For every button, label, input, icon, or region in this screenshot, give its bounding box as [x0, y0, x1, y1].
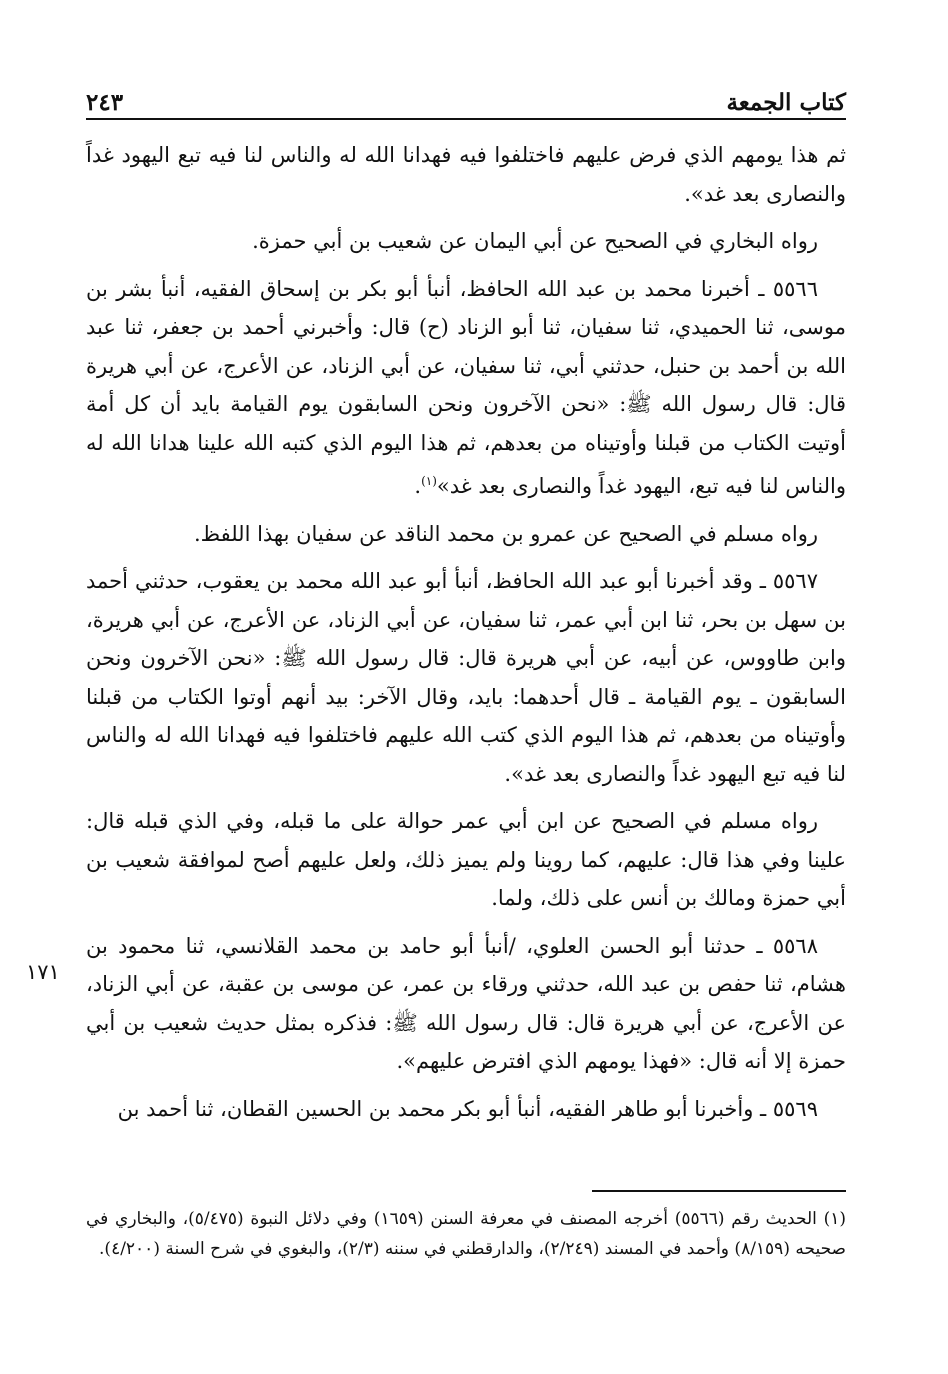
paragraph-hadith-5568: ٥٥٦٨ ـ حدثنا أبو الحسن العلوي، /أنبأ أبو حامد بن محمد القلانسي، ثنا محمود بن هشام، ثنا حفص بن عبد الله، حدثني ورقاء بن عمر، عن موسى بن عقبة، عن أبي الزناد، عن الأعرج، عن أبي هريرة قال: قال رسول الله ﷺ: فذكره بمثل حديث شعيب بن أبي حمزة إلا أنه قال: «فهذا يومهم الذي افترض عليهم».: [86, 933, 846, 1073]
paragraph-hadith-5569: ٥٥٦٩ ـ وأخبرنا أبو طاهر الفقيه، أنبأ أبو بكر محمد بن الحسين القطان، ثنا أحمد بن: [117, 1096, 818, 1121]
footnotes: [86, 1204, 846, 1264]
footnote-divider: [592, 1190, 846, 1192]
paragraph-narration-note: رواه مسلم في الصحيح عن ابن أبي عمر حوالة على ما قبله، وفي الذي قبله قال: علينا وفي هذا قال: عليهم، كما روينا ولم يميز ذلك، ولعل عليهم أصح لموافقة شعيب بن أبي حمزة ومالك بن أنس على ذلك، ولما.: [86, 809, 846, 910]
main-text: [86, 136, 846, 1137]
page-number: ٢٤٣: [86, 89, 124, 116]
paragraph-hadith-5567: ٥٥٦٧ ـ وقد أخبرنا أبو عبد الله الحافظ، أنبأ أبو عبد الله محمد بن يعقوب، حدثني أحمد بن سهل بن بحر، ثنا ابن أبي عمر، ثنا سفيان، عن أبي الزناد، عن الأعرج، عن أبي هريرة، وابن طاووس، عن أبيه، عن أبي هريرة قال: قال رسول الله ﷺ: «نحن الآخرون ونحن السابقون ـ يوم القيامة ـ قال أحدهما: بايد، وقال الآخر: بيد أنهم أوتوا الكتاب من قبلنا وأوتيناه من بعدهم، ثم هذا اليوم الذي كتب الله عليهم فاختلفوا فيه فهدانا الله له والناس لنا فيه تبع اليهود غداً والنصارى بعد غد».: [86, 569, 846, 786]
paragraph-narration-note: رواه البخاري في الصحيح عن أبي اليمان عن شعيب بن أبي حمزة.: [252, 229, 818, 253]
footnote-1: (١) الحديث رقم (٥٥٦٦) أخرجه المصنف في معرفة السنن (١٦٥٩) وفي دلائل النبوة (٥/٤٧٥)، والبخاري في صحيحه (٨/١٥٩) وأحمد في المسند (٢/٢٤٩)، والدارقطني في سننه (٢/٣)، والبغوي في شرح السنة (٤/٢٠٠).: [86, 1209, 846, 1259]
paragraph-continuation: ثم هذا يومهم الذي فرض عليهم فاختلفوا فيه فهدانا الله له والناس لنا فيه تبع اليهود غداً والنصارى بعد غد».: [86, 143, 846, 206]
hadith-5566-text: ٥٥٦٦ ـ أخبرنا محمد بن عبد الله الحافظ، أنبأ أبو بكر بن إسحاق الفقيه، أنبأ بشر بن موسى، ثنا الحميدي، ثنا سفيان، ثنا أبو الزناد (ح) قال: وأخبرني أحمد بن جعفر، ثنا عبد الله بن أحمد بن حنبل، حدثني أبي، ثنا سفيان، عن أبي الزناد، عن الأعرج، عن أبي هريرة قال: قال رسول الله ﷺ: «نحن الآخرون ونحن السابقون يوم القيامة بايد أن كل أمة أوتيت الكتاب من قبلنا وأوتيناه من بعدهم، ثم هذا اليوم الذي كتبه الله علينا هدانا الله له والناس لنا فيه تبع، اليهود غداً والنصارى بعد غد»: [86, 276, 846, 498]
footnote-marker[interactable]: (١): [421, 474, 437, 488]
running-header: [86, 84, 846, 120]
paragraph-narration-note: رواه مسلم في الصحيح عن عمرو بن محمد الناقد عن سفيان بهذا اللفظ.: [193, 521, 818, 546]
paragraph-hadith-5566: ٥٥٦٦ ـ أخبرنا محمد بن عبد الله الحافظ، أنبأ أبو بكر بن إسحاق الفقيه، أنبأ بشر بن موسى، ثنا الحميدي، ثنا سفيان، ثنا أبو الزناد (ح) قال: وأخبرني أحمد بن جعفر، ثنا عبد الله بن أحمد بن حنبل، حدثني أبي، ثنا سفيان، عن أبي الزناد، عن الأعرج، عن أبي هريرة قال: قال رسول الله ﷺ: «نحن الآخرون ونحن السابقون يوم القيامة بايد أن كل أمة أوتيت الكتاب من قبلنا وأوتيناه من بعدهم، ثم هذا اليوم الذي كتبه الله علينا هدانا الله له والناس لنا فيه تبع، اليهود غداً والنصارى بعد غد»$^{(١)}$.: [86, 276, 846, 498]
margin-page-reference: ١٧١: [26, 960, 60, 984]
chapter-title: كتاب الجمعة: [726, 89, 846, 116]
